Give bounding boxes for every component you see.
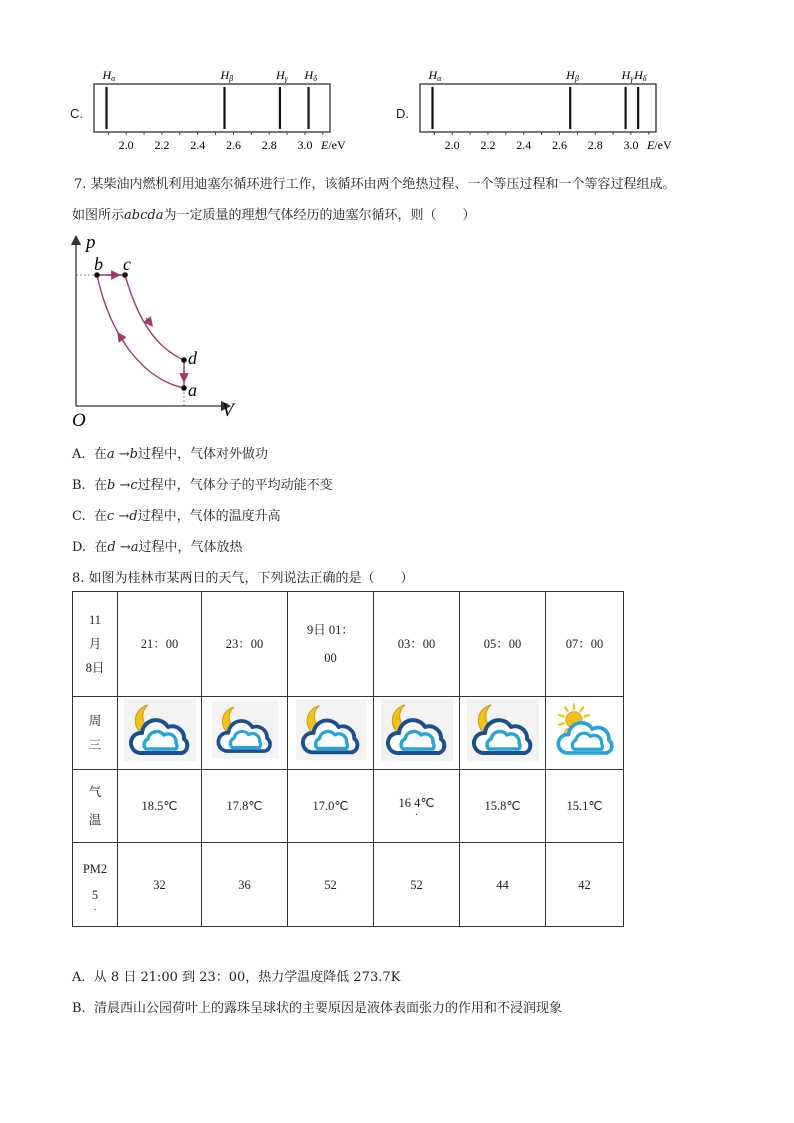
q8-option-a[interactable]: A. 从 8 日 21:00 到 23：00，热力学温度降低 273.7K	[72, 970, 401, 985]
q7-stem-post: 为一定质量的理想气体经历的迪塞尔循环，则（ ）	[163, 208, 476, 223]
temp-cell-6: 15.1℃	[546, 770, 624, 843]
temp-cell-2: 17.8℃	[202, 770, 288, 843]
moon-cloud-icon	[296, 700, 366, 760]
label-b: b	[94, 254, 103, 274]
weather-table	[72, 591, 624, 927]
q8-stem: 8. 如图为桂林市某两日的天气，下列说法正确的是（ ）	[72, 571, 414, 586]
tick-label: 2.2	[154, 138, 170, 152]
moon-cloud-icon	[381, 699, 453, 761]
v-axis-label: V	[222, 400, 234, 421]
time-cell-4: 03：00	[374, 592, 460, 697]
tick-label: 3.0	[623, 138, 639, 152]
pm-cell-5: 44	[460, 843, 546, 927]
q7-stem-var: abcda	[124, 208, 164, 223]
label-a: a	[188, 380, 197, 400]
pm-cell-4: 52	[374, 843, 460, 927]
sun-ray	[559, 715, 563, 716]
date-month-char: 月	[88, 637, 102, 651]
axis-unit-label: E/eV	[320, 138, 346, 152]
spectrum-d	[412, 62, 692, 162]
weather-cell-2	[202, 697, 288, 770]
tick-label: 2.4	[516, 138, 532, 152]
temp-header-cell: 气 温	[73, 770, 118, 843]
label-d: d	[188, 348, 197, 368]
process-ab	[97, 275, 184, 388]
time-cell-6: 07：00	[546, 592, 624, 697]
pm-cell-6: 42	[546, 843, 624, 927]
table-row-pm25	[73, 843, 624, 927]
spectral-line-label: Hα	[102, 68, 116, 83]
spectral-line-label: Hδ	[304, 68, 317, 83]
spectral-line-label: Hδ	[634, 68, 647, 83]
q8-option-b[interactable]: B. 清晨西山公园荷叶上的露珠呈球状的主要原因是液体表面张力的作用和不浸润现象	[72, 1001, 562, 1016]
tick-label: 2.8	[587, 138, 603, 152]
q7-stem-line1: 7. 某柴油内燃机利用迪塞尔循环进行工作，该循环由两个绝热过程、一个等压过程和一个等容过程组成。	[74, 177, 676, 192]
q7-stem-pre: 如图所示	[72, 208, 125, 223]
time-cell-2: 23：00	[202, 592, 288, 697]
origin-label: O	[72, 410, 86, 430]
tick-label: 2.6	[551, 138, 567, 152]
time-cell-1: 21：00	[118, 592, 202, 697]
spectral-line-label: Hβ	[566, 68, 579, 83]
pm-cell-1: 32	[118, 843, 202, 927]
temp-cell-3: 17.0℃	[288, 770, 374, 843]
q7-stem-line2	[72, 204, 475, 223]
pm-cell-3: 52	[288, 843, 374, 927]
moon-cloud-icon	[467, 699, 539, 761]
table-row-weather	[73, 697, 624, 770]
tick-label: 2.0	[444, 138, 460, 152]
sun-ray	[559, 723, 563, 724]
option-d-label: D.	[396, 106, 409, 121]
arrow-cd	[146, 318, 150, 323]
date-header-cell	[73, 592, 118, 697]
temp-cell-5: 15.8℃	[460, 770, 546, 843]
sun-ray	[584, 715, 588, 716]
temp-cell-4: 16 4℃ ·	[374, 770, 460, 843]
table-row-times	[73, 592, 624, 697]
table-row-temps	[73, 770, 624, 843]
pm-cell-2: 36	[202, 843, 288, 927]
spectral-line-label: Hβ	[220, 68, 234, 83]
moon-cloud-icon	[124, 699, 196, 761]
time-cell-5: 05：00	[460, 592, 546, 697]
pv-diagram	[66, 230, 246, 430]
spectrum-box	[420, 84, 656, 132]
date-month-num: 11	[88, 613, 102, 627]
date-day: 8日	[85, 661, 105, 675]
weather-cell-1	[118, 697, 202, 770]
spectrum-c	[86, 62, 356, 162]
tick-label: 3.0	[297, 138, 313, 152]
tick-label: 2.2	[480, 138, 496, 152]
label-c: c	[123, 254, 131, 274]
spectrum-box	[94, 84, 330, 132]
pm-header-cell: PM2 5 ·	[73, 843, 118, 927]
weather-cell-3	[288, 697, 374, 770]
q7-option-d[interactable]: D. 在d →a过程中，气体放热	[72, 540, 243, 555]
time-cell-3: 9日 01： 00	[288, 592, 374, 697]
moon-cloud-icon	[212, 701, 278, 759]
weather-cell-5	[460, 697, 546, 770]
spectral-line-label: Hα	[428, 68, 442, 83]
tick-label: 2.4	[190, 138, 206, 152]
tick-label: 2.6	[225, 138, 241, 152]
option-c-label: C.	[70, 106, 83, 121]
sun-cloud-icon	[552, 700, 618, 760]
weather-cell-4	[374, 697, 460, 770]
spectral-line-label: Hγ	[621, 68, 634, 83]
tick-label: 2.0	[118, 138, 134, 152]
temp-cell-1: 18.5℃	[118, 770, 202, 843]
q7-option-c[interactable]: C. 在c →d过程中，气体的温度升高	[72, 509, 281, 524]
weekday-cell: 周 三	[73, 697, 118, 770]
q7-option-a[interactable]: A. 在a →b过程中，气体对外做功	[72, 447, 268, 462]
spectral-line-label: Hγ	[275, 68, 288, 83]
weather-cell-6	[546, 697, 624, 770]
p-axis-label: p	[86, 232, 96, 253]
point-d	[181, 357, 187, 363]
process-cd	[125, 275, 184, 360]
arrow-ab	[120, 336, 124, 342]
q7-option-b[interactable]: B. 在b →c过程中，气体分子的平均动能不变	[72, 478, 333, 493]
point-a	[181, 385, 187, 391]
tick-label: 2.8	[261, 138, 277, 152]
axis-unit-label: E/eV	[646, 138, 672, 152]
